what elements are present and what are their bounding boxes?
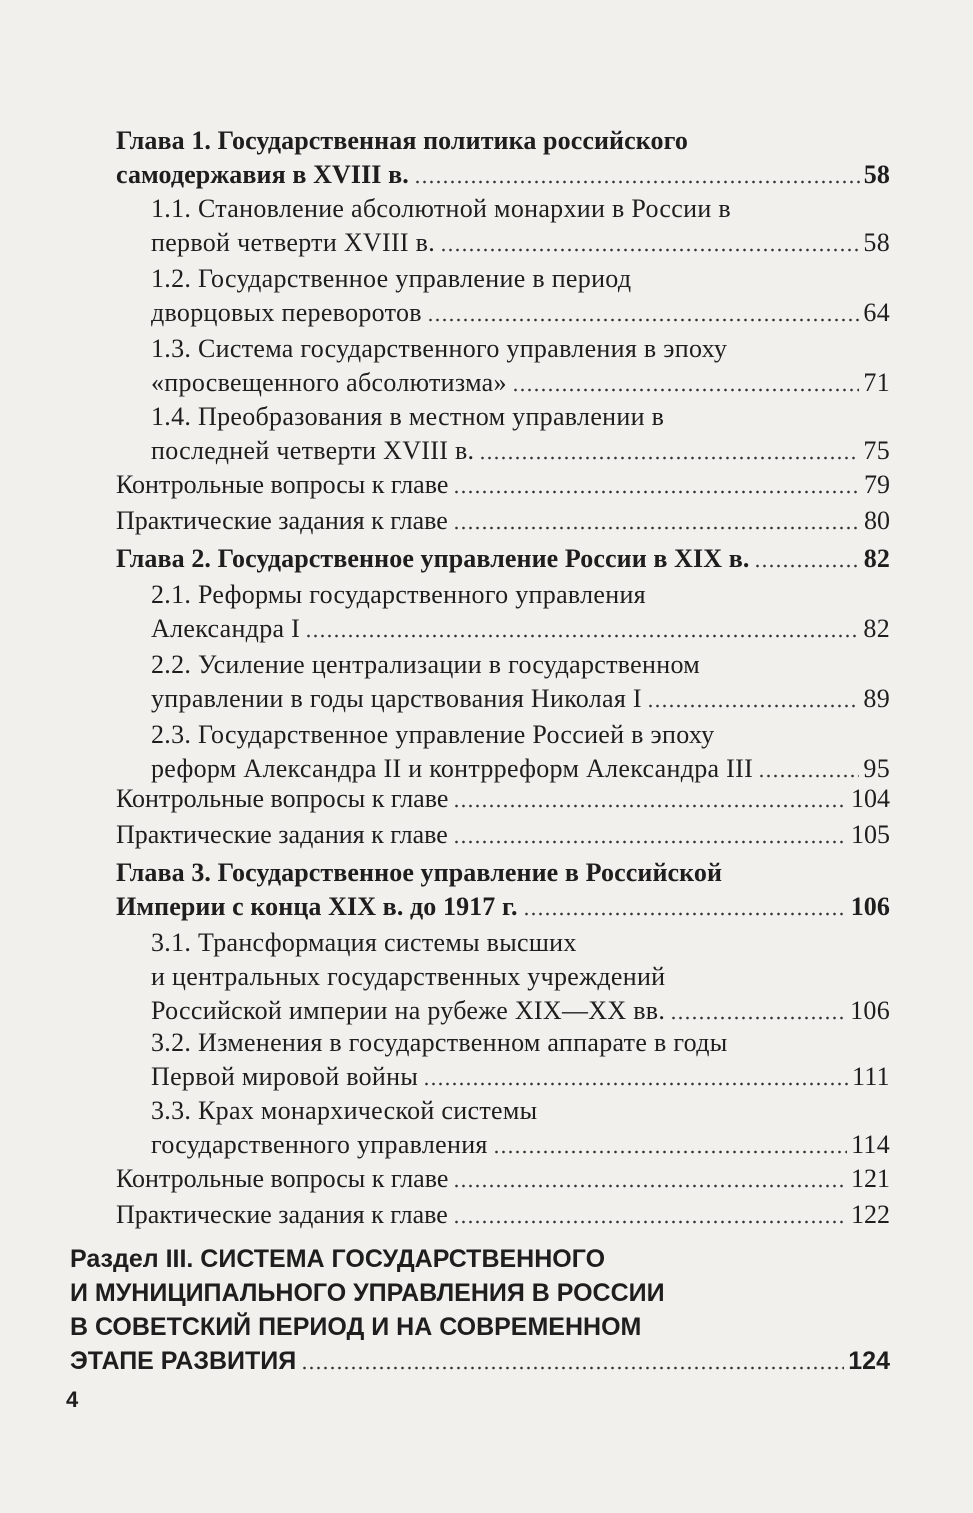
toc-line — [151, 434, 890, 468]
dot-leader — [453, 490, 860, 494]
dot-leader — [758, 774, 859, 778]
toc-page-number: 80 — [864, 506, 890, 535]
toc-line — [151, 1026, 890, 1060]
toc-entry-title: 1.1. Становление абсолютной монархии в России в — [151, 194, 731, 223]
toc-line — [151, 226, 890, 260]
toc-line — [116, 542, 890, 576]
toc-line — [151, 682, 890, 716]
dot-leader — [423, 1082, 848, 1086]
toc-entry-title: 3.3. Крах монархической системы — [151, 1096, 538, 1125]
dot-leader — [453, 1220, 847, 1224]
toc-line — [116, 818, 890, 852]
toc-line — [151, 296, 890, 330]
toc-entry-chapter — [116, 124, 890, 192]
toc-page-number: 75 — [863, 436, 890, 465]
dot-leader — [427, 318, 860, 322]
toc-page-number: 104 — [851, 784, 890, 813]
page-number: 4 — [66, 1387, 79, 1412]
toc-page-number: 114 — [851, 1130, 890, 1159]
toc-line — [116, 468, 890, 502]
toc-line — [151, 1128, 890, 1162]
toc-entry-title: И МУНИЦИПАЛЬНОГО УПРАВЛЕНИЯ В РОССИИ — [70, 1279, 665, 1307]
toc-line — [116, 158, 890, 192]
toc-entry-title: Первой мировой войны — [151, 1062, 419, 1091]
dot-leader — [670, 1016, 846, 1020]
toc-page-number: 122 — [851, 1200, 890, 1229]
toc-line — [151, 752, 890, 786]
toc-entry-title: 1.2. Государственное управление в период — [151, 264, 632, 293]
toc-entry-title: и центральных государственных учреждений — [151, 962, 666, 991]
toc-entry-section — [151, 192, 890, 260]
toc-entry-italic — [116, 818, 890, 852]
toc-entry-part — [70, 1242, 890, 1378]
toc-entry-title: 3.1. Трансформация системы высших — [151, 928, 577, 957]
toc-entry-chapter — [116, 856, 890, 924]
toc-entry-section — [151, 578, 890, 646]
toc-entry-title: первой четверти XVIII в. — [151, 228, 436, 257]
toc-line — [151, 1060, 890, 1094]
dot-leader — [301, 1366, 844, 1370]
toc-entry-italic — [116, 504, 890, 538]
toc-page-number: 79 — [864, 470, 890, 499]
toc-entry-title: дворцовых переворотов — [151, 298, 422, 327]
toc-entry-title: 1.4. Преобразования в местном управлении в — [151, 402, 665, 431]
toc-entry-title: ЭТАПЕ РАЗВИТИЯ — [70, 1347, 297, 1375]
toc-line — [151, 648, 890, 682]
toc-entry-italic — [116, 1162, 890, 1196]
toc-page-number: 111 — [852, 1062, 890, 1091]
dot-leader — [453, 1184, 847, 1188]
toc-entry-title: 2.1. Реформы государственного управления — [151, 580, 646, 609]
dot-leader — [414, 180, 860, 184]
toc-line — [70, 1276, 890, 1310]
dot-leader — [305, 634, 859, 638]
dot-leader — [754, 564, 859, 568]
toc-page-number: 64 — [863, 298, 890, 327]
toc-entry-section — [151, 262, 890, 330]
toc-entry-italic — [116, 468, 890, 502]
toc-page-number: 89 — [863, 684, 890, 713]
toc-line — [151, 332, 890, 366]
toc-entry-title: Контрольные вопросы к главе — [116, 470, 449, 499]
toc-entry-title: Раздел III. СИСТЕМА ГОСУДАРСТВЕННОГО — [70, 1245, 606, 1273]
toc-line — [151, 262, 890, 296]
toc-line — [116, 890, 890, 924]
toc-page-number: 58 — [863, 160, 890, 189]
toc-line — [151, 994, 890, 1028]
toc-entry-chapter — [116, 542, 890, 576]
toc-entry-title: 1.3. Система государственного управления в эпоху — [151, 334, 728, 363]
toc-entry-title: Российской империи на рубеже XIX—XX вв. — [151, 996, 666, 1025]
dot-leader — [440, 248, 859, 252]
toc-line — [151, 578, 890, 612]
toc-entry-title: В СОВЕТСКИЙ ПЕРИОД И НА СОВРЕМЕННОМ — [70, 1313, 642, 1341]
dot-leader — [647, 704, 859, 708]
toc-line — [151, 400, 890, 434]
toc-page-number: 71 — [863, 368, 890, 397]
toc-entry-title: Глава 1. Государственная политика российского — [116, 126, 688, 155]
toc-entry-title: Практические задания к главе — [116, 1200, 448, 1229]
toc-line — [116, 504, 890, 538]
toc-entry-title: последней четверти XVIII в. — [151, 436, 475, 465]
toc-line — [116, 124, 890, 158]
toc-entry-title: реформ Александра II и контрреформ Александра III — [151, 754, 754, 783]
toc-entry-title: «просвещенного абсолютизма» — [151, 368, 507, 397]
toc-line — [116, 782, 890, 816]
toc-line — [116, 856, 890, 890]
toc-page-number: 106 — [850, 996, 890, 1025]
toc-line — [70, 1344, 890, 1378]
toc-page-number: 124 — [848, 1347, 890, 1375]
dot-leader — [479, 456, 859, 460]
toc-entry-title: 2.3. Государственное управление Россией в эпоху — [151, 720, 715, 749]
dot-leader — [453, 526, 860, 530]
toc-line — [151, 1094, 890, 1128]
toc-entry-title: Практические задания к главе — [116, 820, 448, 849]
toc-page-number: 82 — [863, 544, 890, 573]
toc-line — [116, 1162, 890, 1196]
toc-entry-section — [151, 648, 890, 716]
toc-entry-section — [151, 332, 890, 400]
toc-page-number: 58 — [863, 228, 890, 257]
toc-line — [151, 612, 890, 646]
toc-entry-title: Глава 3. Государственное управление в Российской — [116, 858, 723, 887]
toc-entry-section — [151, 400, 890, 468]
toc-entry-title: 2.2. Усиление централизации в государственном — [151, 650, 701, 679]
toc-entry-italic — [116, 1198, 890, 1232]
toc-page-number: 105 — [851, 820, 890, 849]
toc-line — [70, 1310, 890, 1344]
toc-entry-title: Контрольные вопросы к главе — [116, 784, 449, 813]
toc-line — [151, 366, 890, 400]
toc-entry-section — [151, 1094, 890, 1162]
toc-entry-title: Империи с конца XIX в. до 1917 г. — [116, 892, 518, 921]
toc-line — [70, 1242, 890, 1276]
toc-page-number: 95 — [863, 754, 890, 783]
dot-leader — [453, 804, 847, 808]
dot-leader — [512, 388, 860, 392]
toc-entry-section — [151, 926, 890, 1028]
toc-line — [151, 192, 890, 226]
toc-page-number: 106 — [850, 892, 890, 921]
toc-entry-title: Александра I — [151, 614, 301, 643]
toc-entry-title: 3.2. Изменения в государственном аппарате в годы — [151, 1028, 728, 1057]
toc-page-number: 121 — [851, 1164, 890, 1193]
toc-entry-title: самодержавия в XVIII в. — [116, 160, 409, 189]
toc-entry-section — [151, 718, 890, 786]
dot-leader — [523, 912, 847, 916]
toc-entry-title: управлении в годы царствования Николая I — [151, 684, 642, 713]
toc-entry-title: Глава 2. Государственное управление России в XIX в. — [116, 544, 750, 573]
toc-entry-italic — [116, 782, 890, 816]
toc-entry-title: Контрольные вопросы к главе — [116, 1164, 449, 1193]
toc-entry-section — [151, 1026, 890, 1094]
toc-entry-title: государственного управления — [151, 1130, 488, 1159]
toc-entry-title: Практические задания к главе — [116, 506, 448, 535]
toc-line — [151, 926, 890, 960]
toc-line — [116, 1198, 890, 1232]
toc-line — [151, 718, 890, 752]
toc-line — [151, 960, 890, 994]
dot-leader — [493, 1150, 847, 1154]
toc-page-number: 82 — [863, 614, 890, 643]
dot-leader — [453, 840, 847, 844]
